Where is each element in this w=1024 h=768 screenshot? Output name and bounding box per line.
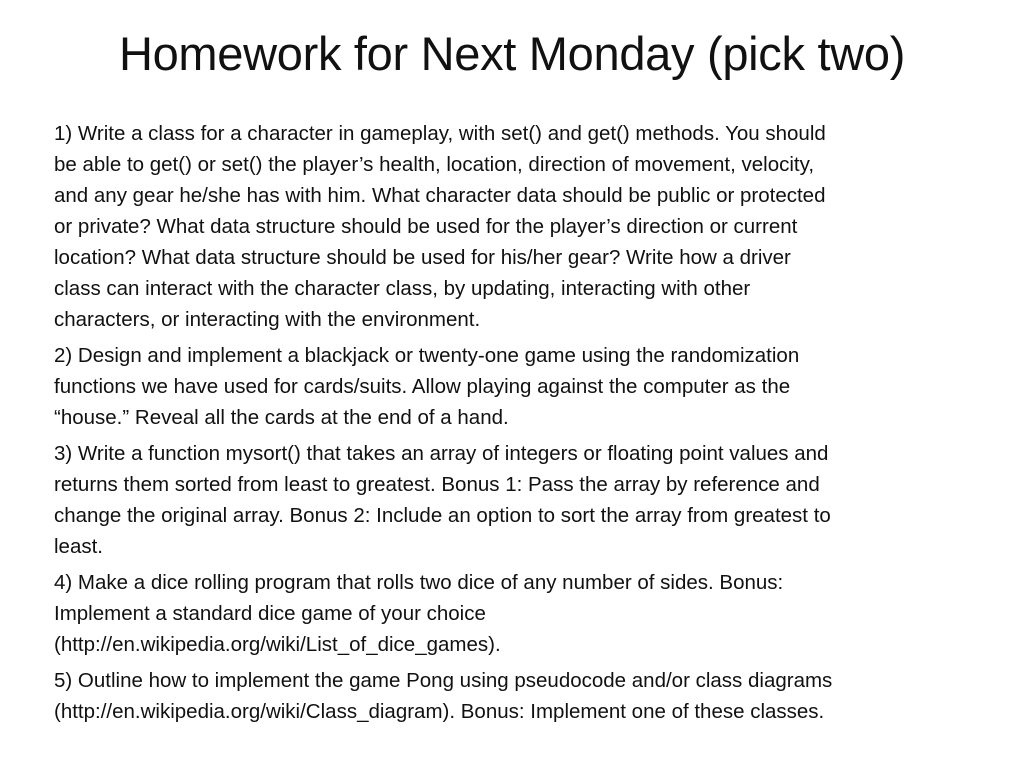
item-line: returns them sorted from least to greatest. Bonus 1: Pass the array by reference and bbox=[54, 473, 820, 496]
item-line: least. bbox=[54, 535, 103, 558]
item-line: 2) Design and implement a blackjack or twenty-one game using the randomization bbox=[54, 344, 800, 367]
slide-title: Homework for Next Monday (pick two) bbox=[118, 27, 906, 80]
item-line: (http://en.wikipedia.org/wiki/Class_diagram). Bonus: Implement one of these classes. bbox=[54, 700, 825, 723]
item-line: characters, or interacting with the environment. bbox=[54, 308, 481, 331]
item-line: 4) Make a dice rolling program that rolls two dice of any number of sides. Bonus: bbox=[54, 571, 784, 594]
item-line: 5) Outline how to implement the game Pong using pseudocode and/or class diagrams bbox=[54, 669, 833, 692]
item-line: Implement a standard dice game of your choice bbox=[54, 602, 486, 625]
homework-item-5 bbox=[54, 665, 984, 727]
item-line: (http://en.wikipedia.org/wiki/List_of_dice_games). bbox=[54, 633, 501, 656]
homework-list bbox=[54, 118, 984, 732]
item-line: or private? What data structure should be used for the player’s direction or current bbox=[54, 215, 798, 238]
item-line: 1) Write a class for a character in gameplay, with set() and get() methods. You should bbox=[54, 122, 826, 145]
homework-item-4 bbox=[54, 567, 984, 660]
homework-item-1 bbox=[54, 118, 984, 335]
item-line: 3) Write a function mysort() that takes an array of integers or floating point values and bbox=[54, 442, 829, 465]
homework-item-2 bbox=[54, 340, 984, 433]
item-line: change the original array. Bonus 2: Include an option to sort the array from greatest to bbox=[54, 504, 831, 527]
item-line: functions we have used for cards/suits. Allow playing against the computer as the bbox=[54, 375, 791, 398]
homework-item-3 bbox=[54, 438, 984, 562]
item-line: class can interact with the character class, by updating, interacting with other bbox=[54, 277, 751, 300]
item-line: and any gear he/she has with him. What character data should be public or protected bbox=[54, 184, 826, 207]
item-line: location? What data structure should be used for his/her gear? Write how a driver bbox=[54, 246, 791, 269]
item-line: be able to get() or set() the player’s health, location, direction of movement, velocity, bbox=[54, 153, 815, 176]
item-line: “house.” Reveal all the cards at the end of a hand. bbox=[54, 406, 509, 429]
